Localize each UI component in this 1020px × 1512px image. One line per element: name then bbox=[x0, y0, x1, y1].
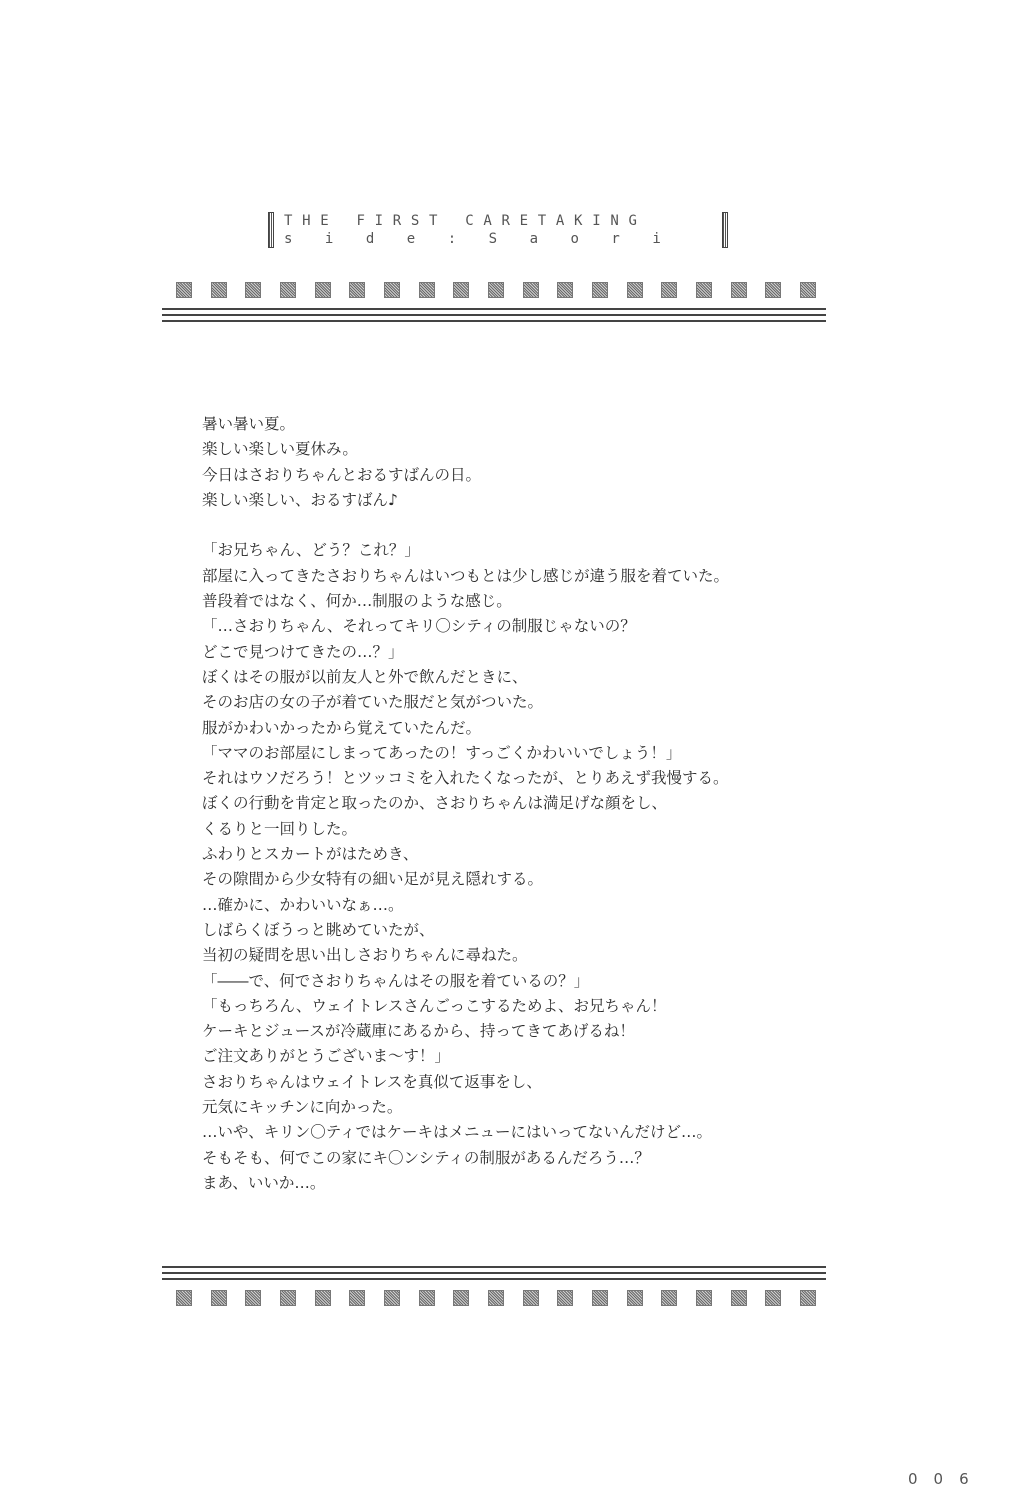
rule-line bbox=[162, 314, 826, 316]
story-line: それはウソだろう！とツッコミを入れたくなったが、とりあえず我慢する。 bbox=[202, 769, 729, 788]
story-line bbox=[202, 513, 842, 538]
ornament-square bbox=[211, 282, 227, 298]
rule-line bbox=[162, 308, 826, 310]
ornament-square bbox=[453, 1290, 469, 1306]
story-line: 普段着ではなく、何か…制服のような感じ。 bbox=[202, 592, 512, 611]
ornament-square bbox=[661, 1290, 677, 1306]
ornament-square bbox=[384, 1290, 400, 1306]
ornament-square bbox=[488, 1290, 504, 1306]
ornament-square bbox=[176, 282, 192, 298]
title-bar-right-ornament bbox=[722, 212, 728, 248]
story-line: さおりちゃんはウェイトレスを真似て返事をし、 bbox=[202, 1072, 542, 1091]
top-rule-lines bbox=[162, 308, 826, 322]
page-number: 006 bbox=[908, 1470, 985, 1488]
chapter-title-block bbox=[268, 212, 728, 248]
ornament-square bbox=[592, 282, 608, 298]
ornament-square bbox=[245, 282, 261, 298]
story-line: そのお店の女の子が着ていた服だと気がついた。 bbox=[202, 693, 544, 712]
ornament-square bbox=[384, 282, 400, 298]
ornament-square bbox=[349, 1290, 365, 1306]
ornament-square bbox=[765, 1290, 781, 1306]
rule-line bbox=[162, 1272, 826, 1274]
ornament-square bbox=[557, 282, 573, 298]
story-line: まあ、いいか…。 bbox=[202, 1173, 326, 1192]
story-line: しばらくぼうっと眺めていたが、 bbox=[202, 920, 435, 939]
story-line: 「お兄ちゃん、どう？これ？」 bbox=[202, 541, 420, 560]
story-line: どこで見つけてきたの…？」 bbox=[202, 642, 404, 661]
story-line: 「――で、何でさおりちゃんはその服を着ているの？」 bbox=[202, 971, 590, 990]
story-line: 楽しい楽しい、おるすばん♪ bbox=[202, 490, 398, 509]
top-square-ornament-row bbox=[176, 282, 816, 298]
title-bar-left-ornament bbox=[268, 212, 274, 248]
ornament-square bbox=[696, 282, 712, 298]
ornament-square bbox=[349, 282, 365, 298]
bottom-rule-lines bbox=[162, 1266, 826, 1280]
story-line: ご注文ありがとうございま～す！」 bbox=[202, 1047, 451, 1066]
story-line: 部屋に入ってきたさおりちゃんはいつもとは少し感じが違う服を着ていた。 bbox=[202, 566, 730, 585]
story-line: その隙間から少女特有の細い足が見え隠れする。 bbox=[202, 870, 544, 889]
ornament-square bbox=[315, 1290, 331, 1306]
chapter-title: THE FIRST CARETAKING bbox=[284, 213, 647, 229]
rule-line bbox=[162, 320, 826, 322]
story-line: 暑い暑い夏。 bbox=[202, 415, 296, 433]
ornament-square bbox=[765, 282, 781, 298]
story-line: …いや、キリン〇ティではケーキはメニューにはいってないんだけど…。 bbox=[202, 1123, 712, 1142]
ornament-square bbox=[800, 282, 816, 298]
chapter-subtitle: side:Saori bbox=[284, 231, 694, 247]
story-line: 「もっちろん、ウェイトレスさんごっこするためよ、お兄ちゃん！ bbox=[202, 996, 667, 1015]
story-line: ぼくの行動を肯定と取ったのか、さおりちゃんは満足げな顔をし、 bbox=[202, 794, 668, 813]
story-line: くるりと一回りした。 bbox=[202, 819, 358, 838]
story-line: 元気にキッチンに向かった。 bbox=[202, 1098, 403, 1117]
ornament-square bbox=[176, 1290, 192, 1306]
ornament-square bbox=[627, 1290, 643, 1306]
ornament-square bbox=[627, 282, 643, 298]
ornament-square bbox=[211, 1290, 227, 1306]
ornament-square bbox=[661, 282, 677, 298]
ornament-square bbox=[488, 282, 504, 298]
story-line: 「ママのお部屋にしまってあったの！すっごくかわいいでしょう！」 bbox=[202, 743, 682, 762]
rule-line bbox=[162, 1278, 826, 1280]
story-line: 「…さおりちゃん、それってキリ〇シティの制服じゃないの？ bbox=[202, 617, 636, 636]
ornament-square bbox=[419, 282, 435, 298]
story-line: 楽しい楽しい夏休み。 bbox=[202, 440, 358, 459]
story-line: …確かに、かわいいなぁ…。 bbox=[202, 895, 404, 914]
ornament-square bbox=[245, 1290, 261, 1306]
story-line: ぼくはその服が以前友人と外で飲んだときに、 bbox=[202, 667, 528, 686]
ornament-square bbox=[557, 1290, 573, 1306]
story-line: ふわりとスカートがはためき、 bbox=[202, 845, 419, 864]
story-line: そもそも、何でこの家にキ〇ンシティの制服があるんだろう…？ bbox=[202, 1148, 650, 1167]
ornament-square bbox=[280, 282, 296, 298]
story-line: 今日はさおりちゃんとおるすばんの日。 bbox=[202, 465, 482, 484]
ornament-square bbox=[592, 1290, 608, 1306]
ornament-square bbox=[731, 282, 747, 298]
rule-line bbox=[162, 1266, 826, 1268]
story-line: 服がかわいかったから覚えていたんだ。 bbox=[202, 718, 482, 737]
ornament-square bbox=[453, 282, 469, 298]
ornament-square bbox=[523, 1290, 539, 1306]
ornament-square bbox=[731, 1290, 747, 1306]
ornament-square bbox=[315, 282, 331, 298]
bottom-square-ornament-row bbox=[176, 1290, 816, 1306]
story-line: 当初の疑問を思い出しさおりちゃんに尋ねた。 bbox=[202, 946, 528, 965]
ornament-square bbox=[523, 282, 539, 298]
story-text bbox=[202, 412, 842, 1196]
ornament-square bbox=[696, 1290, 712, 1306]
ornament-square bbox=[280, 1290, 296, 1306]
ornament-square bbox=[800, 1290, 816, 1306]
story-line: ケーキとジュースが冷蔵庫にあるから、持ってきてあげるね！ bbox=[202, 1022, 635, 1041]
ornament-square bbox=[419, 1290, 435, 1306]
